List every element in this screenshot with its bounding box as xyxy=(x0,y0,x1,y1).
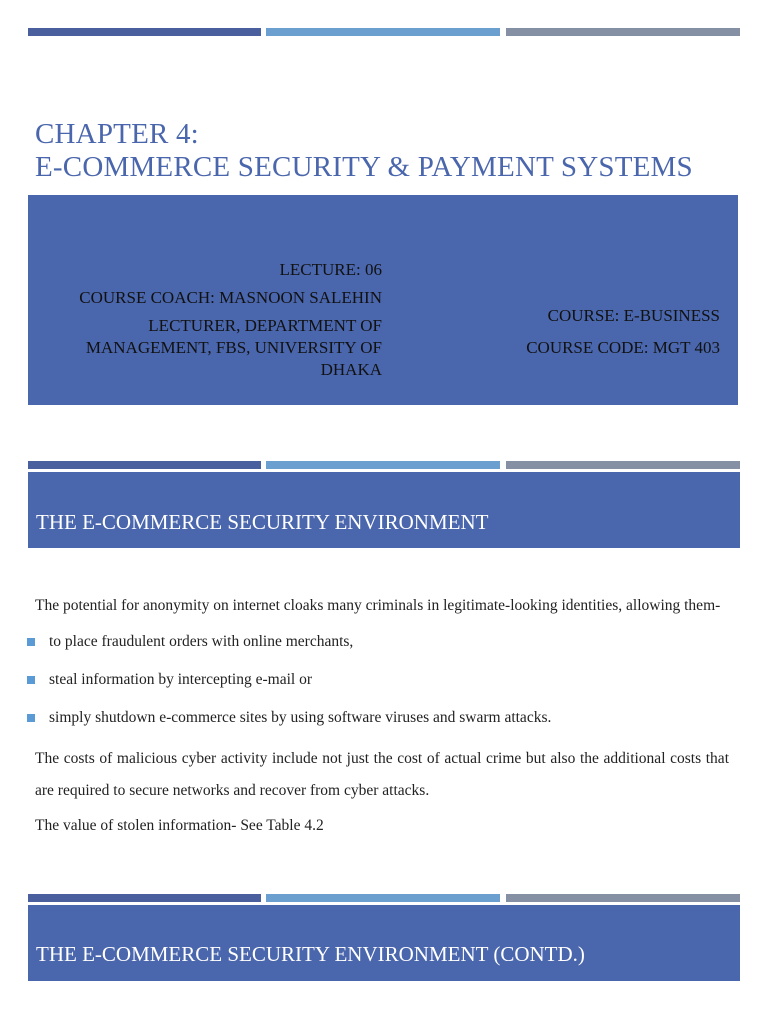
bullet-square-icon xyxy=(27,714,35,722)
intro-paragraph: The potential for anonymity on internet cloaks many criminals in legitimate-looking identities, allowing them- xyxy=(35,597,721,614)
bullet-item xyxy=(49,707,729,729)
accent-bar-gray xyxy=(506,28,740,36)
costs-paragraph: The costs of malicious cyber activity include not just the cost of actual crime but also the additional costs that are required to secure networks and recover from cyber attacks. xyxy=(35,750,729,799)
bullet-text: simply shutdown e-commerce sites by using software viruses and swarm attacks. xyxy=(49,709,552,726)
accent-bar-gray xyxy=(506,894,740,902)
slide-title-line1: CHAPTER 4: xyxy=(35,118,199,150)
top-accent-bars xyxy=(28,28,740,36)
slide-title-line2: E-COMMERCE SECURITY & PAYMENT SYSTEMS xyxy=(35,151,693,183)
slide-title xyxy=(35,118,693,184)
course-info xyxy=(526,305,720,369)
course-code: COURSE CODE: MGT 403 xyxy=(526,338,720,357)
accent-bar-light xyxy=(266,894,500,902)
accent-bar-gray xyxy=(506,461,740,469)
bullet-item xyxy=(49,669,729,691)
section2-heading-band xyxy=(28,905,740,981)
accent-bar-dark xyxy=(28,894,261,902)
lecturer-affiliation: LECTURER, DEPARTMENT OF MANAGEMENT, FBS, UNIVERSITY OF DHAKA xyxy=(85,316,382,379)
section2-heading: THE E-COMMERCE SECURITY ENVIRONMENT (CONTD.) xyxy=(36,942,585,966)
bullet-text: steal information by intercepting e-mail or xyxy=(49,671,312,688)
course-info-panel xyxy=(28,195,738,405)
lecture-info xyxy=(62,259,382,387)
stolen-info-paragraph: The value of stolen information- See Table 4.2 xyxy=(35,817,324,834)
section1-heading-band xyxy=(28,472,740,548)
accent-bar-light xyxy=(266,461,500,469)
bullet-square-icon xyxy=(27,676,35,684)
accent-bar-dark xyxy=(28,461,261,469)
accent-bar-light xyxy=(266,28,500,36)
lecture-number: LECTURE: 06 xyxy=(279,260,382,279)
bullet-item xyxy=(49,631,729,653)
bullet-square-icon xyxy=(27,638,35,646)
section2-accent-bars xyxy=(28,894,740,902)
accent-bar-dark xyxy=(28,28,261,36)
course-coach: COURSE COACH: MASNOON SALEHIN xyxy=(79,288,382,307)
section1-heading: THE E-COMMERCE SECURITY ENVIRONMENT xyxy=(36,510,489,534)
bullet-text: to place fraudulent orders with online merchants, xyxy=(49,633,354,650)
course-name: COURSE: E-BUSINESS xyxy=(547,306,720,325)
section1-body xyxy=(35,590,729,837)
section1-accent-bars xyxy=(28,461,740,469)
